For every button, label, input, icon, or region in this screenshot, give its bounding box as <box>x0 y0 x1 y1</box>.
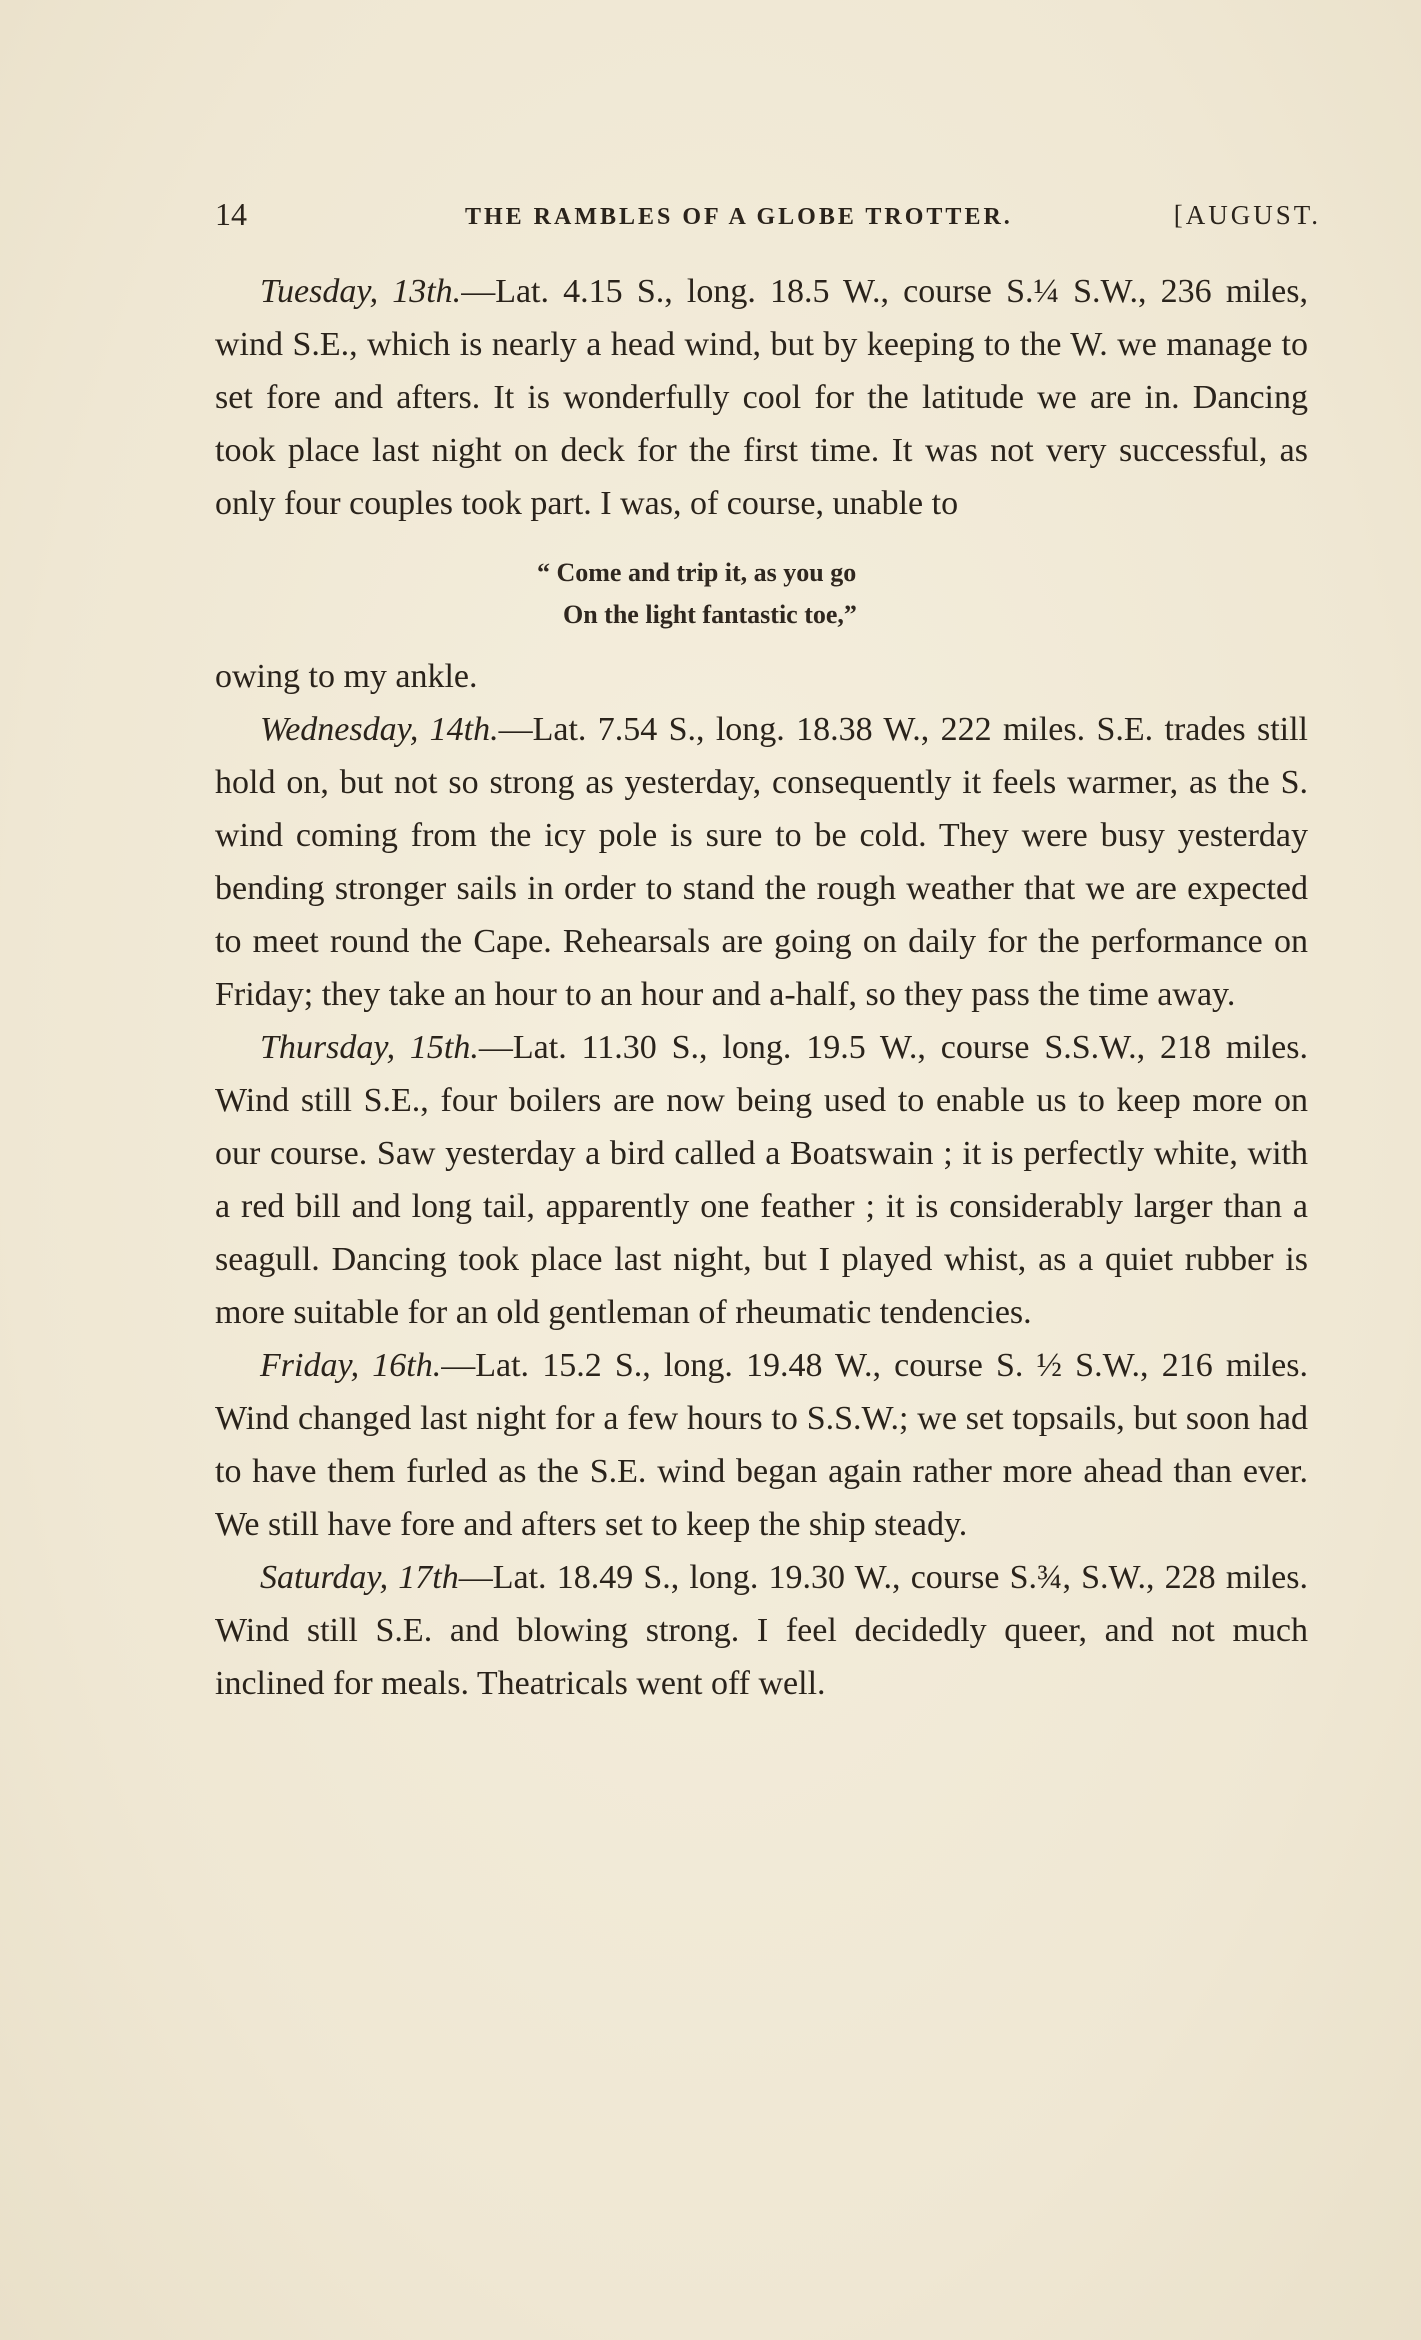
page-number: 14 <box>215 196 247 232</box>
entry-text: —Lat. 18.49 S., long. 19.30 W., course S.¾, S.W., 228 miles. Wind still S.E. and blowing strong. I feel decidedly queer, and not much inclined for meals. Theatricals went off well. <box>215 1559 1308 1702</box>
header-month: [AUGUST. <box>1173 200 1321 230</box>
verse-line-2: On the light fantastic toe,” <box>563 600 857 629</box>
entry-wednesday <box>215 703 1308 1021</box>
running-title: THE RAMBLES OF A GLOBE TROTTER. <box>465 204 1013 230</box>
body-text <box>215 265 1308 1710</box>
entry-friday <box>215 1339 1308 1551</box>
entry-text: —Lat. 11.30 S., long. 19.5 W., course S.S.W., 218 miles. Wind still S.E., four boilers are now being used to enable us to keep more on our course. Saw yesterday a bird called a Boatswain ; it is perfectly white, with a red bill and long tail, apparently one feather ; it is considerably larger than a seagull. Dancing took place last night, but I played whist, as a quiet rubber is more suitable for an old gentleman of rheumatic tendencies. <box>215 1029 1308 1331</box>
entry-continuation: owing to my ankle. <box>215 658 478 695</box>
entry-saturday <box>215 1551 1308 1710</box>
entry-day: Friday, 16th. <box>260 1347 442 1384</box>
entry-day: Tuesday, 13th. <box>260 273 462 310</box>
entry-day: Wednesday, 14th. <box>260 711 499 748</box>
entry-text: —Lat. 7.54 S., long. 18.38 W., 222 miles. S.E. trades still hold on, but not so strong as yesterday, consequently it feels warmer, as the S. wind coming from the icy pole is sure to be cold. They were busy yesterday bending stronger sails in order to stand the rough weather that we are expected to meet round the Cape. Rehearsals are going on daily for the performance on Friday; they take an hour to an hour and a-half, so they pass the time away. <box>215 711 1308 1013</box>
verse-line-1: “ Come and trip it, as you go <box>537 558 857 587</box>
entry-day: Saturday, 17th <box>260 1559 459 1596</box>
entry-day: Thursday, 15th. <box>260 1029 479 1066</box>
entry-text: —Lat. 15.2 S., long. 19.48 W., course S. ½ S.W., 216 miles. Wind changed last night for a few hours to S.S.W.; we set topsails, but soon had to have them furled as the S.E. wind began again rather more ahead than ever. We still have fore and afters set to keep the ship steady. <box>215 1347 1308 1543</box>
entry-tuesday <box>215 265 1308 530</box>
page-header <box>215 196 1321 236</box>
entry-thursday <box>215 1021 1308 1339</box>
entry-text: —Lat. 4.15 S., long. 18.5 W., course S.¼ S.W., 236 miles, wind S.E., which is nearly a head wind, but by keeping to the W. we manage to set fore and afters. It is wonderfully cool for the latitude we are in. Dancing took place last night on deck for the first time. It was not very successful, as only four couples took part. I was, of course, unable to <box>215 273 1308 522</box>
verse-quote <box>215 552 1308 636</box>
